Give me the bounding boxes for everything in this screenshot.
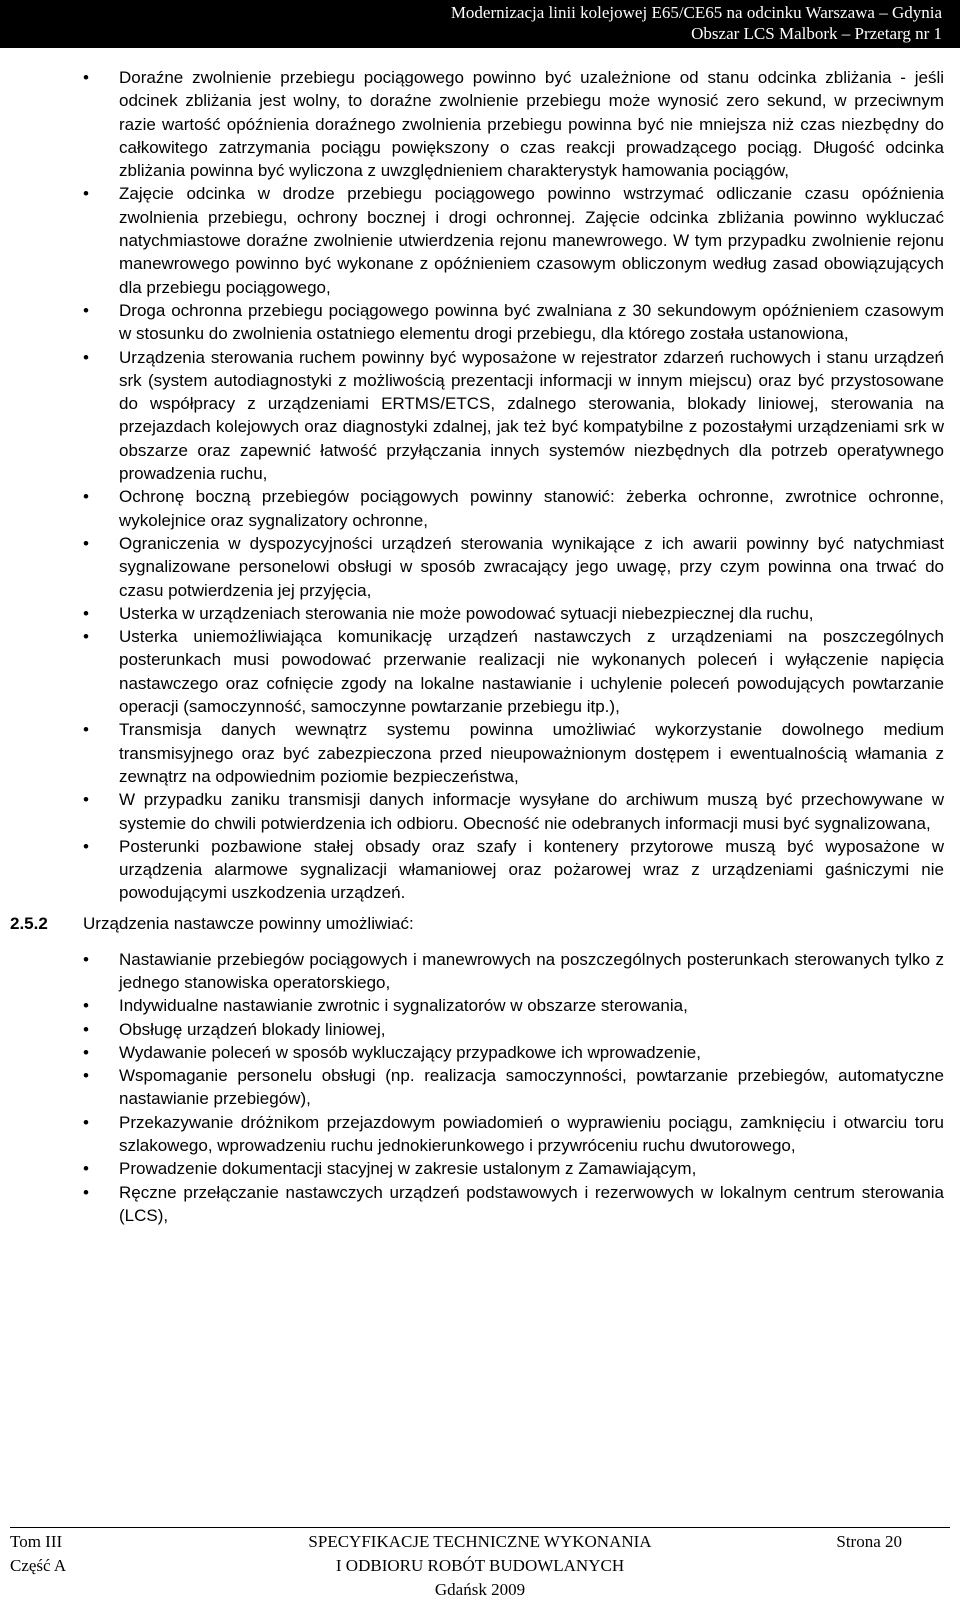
list-item: • Transmisja danych wewnątrz systemu powinna umożliwiać wykorzystanie dowolnego medium transmisyjnego oraz być zabezpieczona przed nieupoważnionym dostępem i ewentualnością włamania z zewnątrz na odpowiednim poziomie bezpieczeństwa,: [0, 718, 960, 788]
list-item: • Przekazywanie dróżnikom przejazdowym powiadomień o wyprawieniu pociągu, zamknięciu i otwarciu toru szlakowego, wprowadzeniu ruchu jednokierunkowego i przywróceniu ruchu dwutorowego,: [0, 1111, 960, 1158]
list-item: • Ograniczenia w dyspozycyjności urządzeń sterowania wynikające z ich awarii powinny być natychmiast sygnalizowane personelowi obsługi w sposób zwracający jego uwagę, przy czym powinna ona trwać do czasu potwierdzenia jej przyjęcia,: [0, 532, 960, 602]
list-item: • Droga ochronna przebiegu pociągowego powinna być zwalniana z 30 sekundowym opóźnieniem czasowym w stosunku do zwolnienia ostatniego elementu drogi przebiegu, dla którego została ustanowiona,: [0, 299, 960, 346]
section-heading: [0, 912, 960, 948]
document-header: [0, 0, 960, 48]
list-item: • Doraźne zwolnienie przebiegu pociągowego powinno być uzależnione od stanu odcinka zbliżania - jeśli odcinek zbliżania jest wolny, to doraźne zwolnienie przebiegu może wynosić zero sekund, w przeciwnym razie wartość opóźnienia doraźnego zwolnienia przebiegu powinna być nie mniejsza niż czas niezbędny do całkowitego zatrzymania pociągu powiększony o czas reakcji prowadzącego pociąg. Długość odcinka zbliżania powinna być wyliczona z uwzględnieniem charakterystyk hamowania pociągów,: [0, 66, 960, 182]
footer-volume-line2: Część A: [10, 1556, 67, 1575]
footer-volume-line1: Tom III: [10, 1532, 63, 1551]
list-item: • Ręczne przełączanie nastawczych urządzeń podstawowych i rezerwowych w lokalnym centrum sterowania (LCS),: [0, 1181, 960, 1228]
list-item: • Usterka uniemożliwiająca komunikację urządzeń nastawczych z urządzeniami na poszczególnych posterunkach musi powodować przerwanie realizacji nie wykonanych poleceń i wyłączenie napięcia nastawczego oraz cofnięcie zgody na lokalne nastawianie i uchylenie poleceń powodujących powtarzanie operacji (samoczynność, samoczynne powtarzanie przebiegu itp.),: [0, 625, 960, 718]
document-body: [0, 66, 960, 1227]
interlocking-functions-list: [0, 948, 960, 1228]
list-item: • Urządzenia sterowania ruchem powinny być wyposażone w rejestrator zdarzeń ruchowych i stanu urządzeń srk (system autodiagnostyki z możliwością prezentacji informacji w innym miejscu) oraz być przystosowane do współpracy z urządzeniami ERTMS/ETCS, zdalnego sterowania, blokady liniowej, sterowania na przejazdach kolejowych oraz diagnostyki zdalnej, jak też być kompatybilne z pozostałymi urządzeniami srk w obszarze oraz zapewnić łatwość przyłączania innych systemów niezbędnych dla potrzeb operatywnego prowadzenia ruchu,: [0, 346, 960, 486]
list-item: • Ochronę boczną przebiegów pociągowych powinny stanowić: żeberka ochronne, zwrotnice ochronne, wykolejnice oraz sygnalizatory ochronne,: [0, 485, 960, 532]
list-item: • Usterka w urządzeniach sterowania nie może powodować sytuacji niebezpiecznej dla ruchu,: [0, 602, 960, 625]
footer-divider: [10, 1527, 950, 1528]
footer-title: [0, 1530, 960, 1602]
list-item: • Prowadzenie dokumentacji stacyjnej w zakresie ustalonym z Zamawiającym,: [0, 1157, 960, 1180]
footer-title-line3: Gdańsk 2009: [434, 1580, 526, 1599]
header-title-line2: Obszar LCS Malbork – Przetarg nr 1: [691, 24, 942, 43]
footer-title-line2: I ODBIORU ROBÓT BUDOWLANYCH: [335, 1556, 625, 1575]
list-item: • Zajęcie odcinka w drodze przebiegu pociągowego powinno wstrzymać odliczanie czasu opóźnienia zwolnienia przebiegu, ochrony bocznej i drogi ochronnej. Zajęcie odcinka zbliżania powinno wykluczać natychmiastowe doraźne zwolnienie utwierdzenia rejonu manewrowego. W tym przypadku zwolnienie rejonu manewrowego powinno być wykonane z opóźnieniem czasowym obliczonym według zasad obowiązujących dla przebiegu pociągowego,: [0, 182, 960, 298]
footer-title-line1: SPECYFIKACJE TECHNICZNE WYKONANIA: [308, 1532, 652, 1551]
requirements-list: [0, 66, 960, 905]
list-item: • Wydawanie poleceń w sposób wykluczający przypadkowe ich wprowadzenie,: [0, 1041, 960, 1064]
section-title: Urządzenia nastawcze powinny umożliwiać:: [83, 913, 414, 933]
list-item: • Wspomaganie personelu obsługi (np. realizacja samoczynności, powtarzanie przebiegów, automatyczne nastawianie przebiegów),: [0, 1064, 960, 1111]
footer-page-number: Strona 20: [836, 1532, 902, 1551]
list-item: • Posterunki pozbawione stałej obsady oraz szafy i kontenery przytorowe muszą być wyposażone w urządzenia alarmowe sygnalizacji włamaniowej oraz pożarowej wraz z urządzeniami gaśniczymi nie powodującymi uszkodzenia urządzeń.: [0, 835, 960, 905]
list-item: • Nastawianie przebiegów pociągowych i manewrowych na poszczególnych posterunkach sterowanych tylko z jednego stanowiska operatorskiego,: [0, 948, 960, 995]
list-item: • Indywidualne nastawianie zwrotnic i sygnalizatorów w obszarze sterowania,: [0, 994, 960, 1017]
list-item: • W przypadku zaniku transmisji danych informacje wysyłane do archiwum muszą być przechowywane w systemie do chwili potwierdzenia ich odbioru. Obecność nie odebranych informacji musi być sygnalizowana,: [0, 788, 960, 835]
section-number: 2.5.2: [10, 913, 48, 933]
list-item: • Obsługę urządzeń blokady liniowej,: [0, 1018, 960, 1041]
header-title-line1: Modernizacja linii kolejowej E65/CE65 na odcinku Warszawa – Gdynia: [450, 3, 942, 22]
